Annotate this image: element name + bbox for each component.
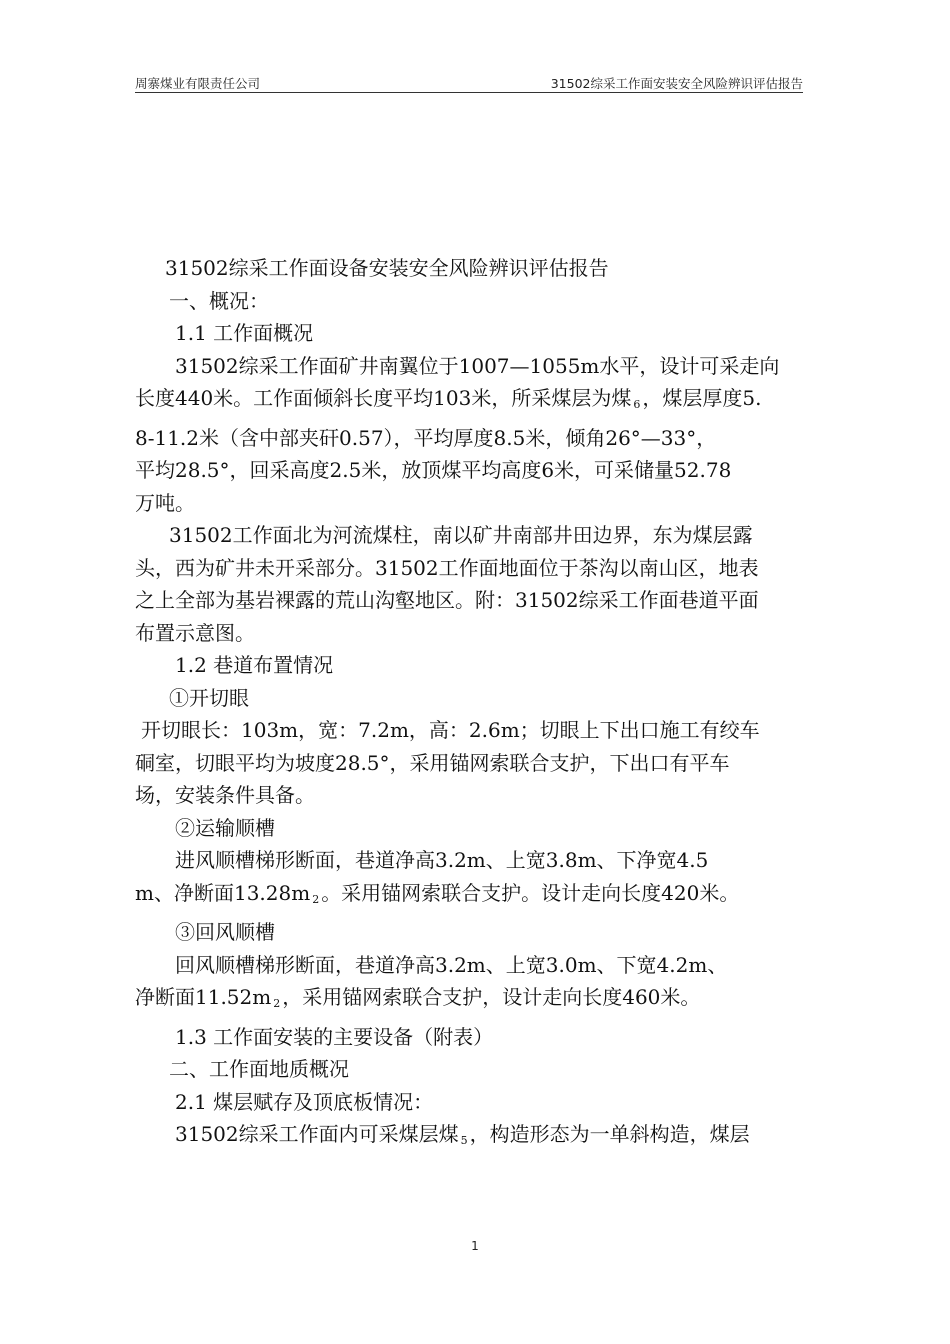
document-title: 31502综采工作面设备安装安全风险辨识评估报告 bbox=[165, 256, 609, 280]
header-report-title: 31502综采工作面安装安全风险辨识评估报告 bbox=[550, 76, 803, 91]
subscript: 2 bbox=[312, 892, 320, 906]
section-2-heading: 二、工作面地质概况 bbox=[169, 1057, 349, 1081]
subscript: 6 bbox=[633, 398, 641, 411]
paragraph-line: 之上全部为基岩裸露的荒山沟壑地区。附：31502综采工作面巷道平面 bbox=[135, 588, 759, 612]
text-run: ，采用锚网索联合支护，设计走向长度460米。 bbox=[282, 985, 701, 1009]
paragraph-line: 场，安装条件具备。 bbox=[135, 783, 315, 807]
text-run: 31502综采工作面内可采煤层煤 bbox=[175, 1122, 459, 1146]
paragraph-line: 31502工作面北为河流煤柱，南以矿井南部井田边界，东为煤层露 bbox=[169, 523, 753, 547]
text-run: 净断面11.52m bbox=[135, 985, 272, 1009]
paragraph-line bbox=[135, 382, 817, 422]
subsection-2-1-heading: 2.1 煤层赋存及顶底板情况： bbox=[175, 1089, 434, 1114]
page-header bbox=[135, 72, 803, 93]
paragraph-line: 31502综采工作面矿井南翼位于1007—1055m水平，设计可采走向 bbox=[175, 353, 780, 378]
text-run: 长度440米。工作面倾斜长度平均103米，所采煤层为煤 bbox=[135, 386, 632, 410]
item-heading: ①开切眼 bbox=[169, 685, 249, 710]
item-heading: ②运输顺槽 bbox=[175, 815, 275, 840]
section-1-heading: 一、概况： bbox=[169, 288, 269, 313]
subscript: 2 bbox=[273, 997, 281, 1010]
text-run: m、净断面13.28m bbox=[135, 880, 311, 905]
paragraph-line: 头，西为矿井未开采部分。31502工作面地面位于茶沟以南山区，地表 bbox=[135, 555, 759, 580]
paragraph-line bbox=[135, 981, 817, 1021]
paragraph-line bbox=[135, 1118, 817, 1158]
paragraph-line: 进风顺槽梯形断面，巷道净高3.2m、上宽3.8m、下净宽4.5 bbox=[175, 848, 709, 872]
paragraph-line: 平均28.5°，回采高度2.5米，放顶煤平均高度6米，可采储量52.78 bbox=[135, 458, 732, 482]
paragraph-line: 开切眼长：103m，宽：7.2m，高：2.6m；切眼上下出口施工有绞车 bbox=[141, 718, 760, 742]
document-body bbox=[135, 252, 817, 1158]
subsection-1-1-heading: 1.1 工作面概况 bbox=[175, 321, 314, 345]
subscript: 5 bbox=[460, 1134, 468, 1147]
paragraph-line: 回风顺槽梯形断面，巷道净高3.2m、上宽3.0m、下宽4.2m、 bbox=[175, 952, 728, 977]
paragraph-line: 8-11.2米（含中部夹矸0.57），平均厚度8.5米，倾角26°—33°， bbox=[135, 425, 717, 450]
paragraph-line: 布置示意图。 bbox=[135, 620, 255, 645]
text-run: ，煤层厚度5. bbox=[642, 386, 762, 410]
page-number: 1 bbox=[471, 1239, 479, 1253]
paragraph-line bbox=[135, 877, 817, 917]
subsection-1-3-heading: 1.3 工作面安装的主要设备（附表） bbox=[175, 1024, 494, 1049]
paragraph-line: 硐室，切眼平均为坡度28.5°，采用锚网索联合支护，下出口有平车 bbox=[135, 750, 730, 775]
text-run: 。采用锚网索联合支护。设计走向长度420米。 bbox=[321, 880, 740, 905]
subsection-1-2-heading: 1.2 巷道布置情况 bbox=[175, 653, 334, 677]
text-run: ，构造形态为一单斜构造，煤层 bbox=[469, 1122, 750, 1146]
paragraph-line: 万吨。 bbox=[135, 490, 195, 515]
item-heading: ③回风顺槽 bbox=[175, 920, 275, 944]
header-company: 周寨煤业有限责任公司 bbox=[135, 76, 261, 91]
